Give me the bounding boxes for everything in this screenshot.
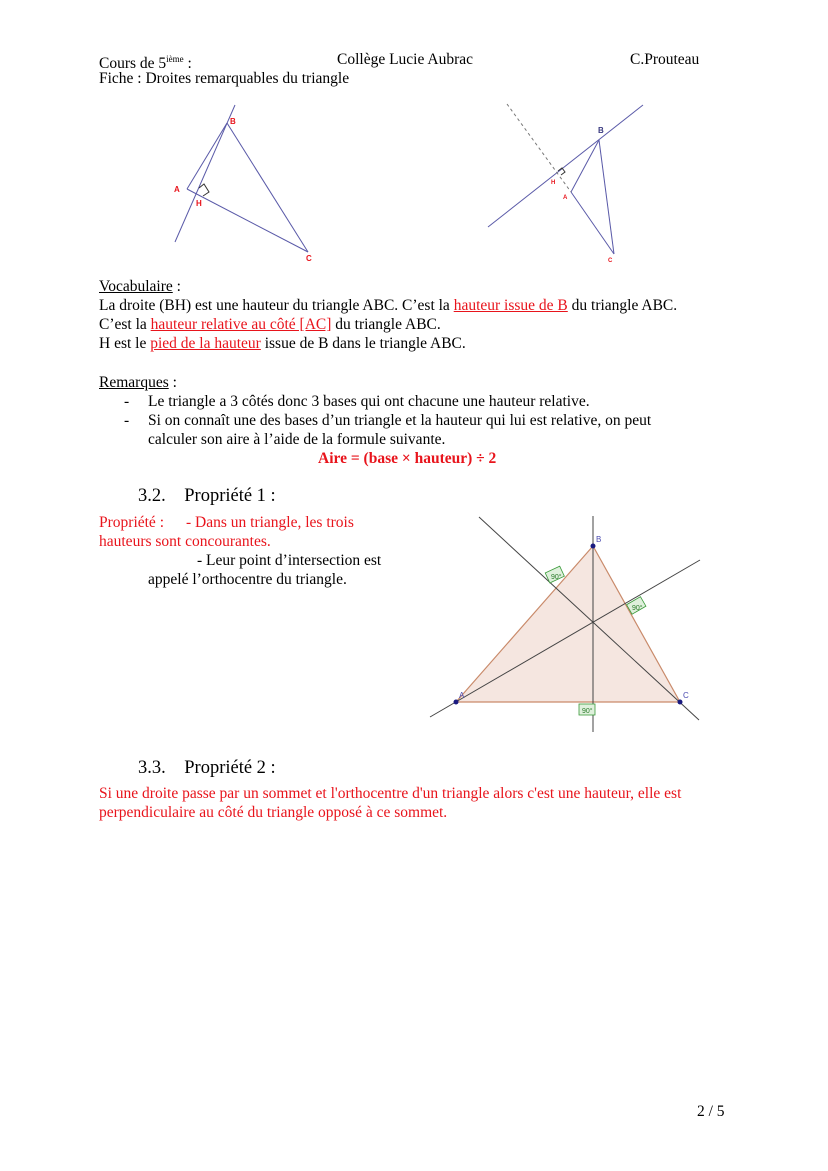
section-3-2-heading: 3.2. Propriété 1 : <box>138 486 276 506</box>
property-1-line-1: Propriété : - Dans un triangle, les trois <box>99 514 354 531</box>
figure-orthocentre <box>430 516 700 732</box>
figure-height-outside <box>488 104 643 254</box>
property-1-line-4: appelé l’orthocentre du triangle. <box>148 571 347 588</box>
vocab-line-3: H est le pied de la hauteur issue de B dans le triangle ABC. <box>99 335 466 352</box>
label-b3: B <box>596 535 602 544</box>
header-author: C.Prouteau <box>630 51 700 68</box>
property-2-line-1: Si une droite passe par un sommet et l'orthocentre d'un triangle alors c'est une hauteur, elle est <box>99 785 682 802</box>
label-b2: B <box>598 126 604 135</box>
label-h: H <box>196 199 202 208</box>
header-course: Cours de 5ième : <box>99 54 192 73</box>
vocab-heading: Vocabulaire : <box>99 278 181 295</box>
remarks-heading: Remarques : <box>99 374 177 391</box>
angle-90-3: 90° <box>582 708 593 715</box>
angle-90-1: 90° <box>551 574 562 581</box>
label-a: A <box>174 185 180 194</box>
vocab-line-1: La droite (BH) est une hauteur du triangle ABC. C’est la hauteur issue de B du triangle ABC. <box>99 297 678 314</box>
section-3-3-heading: 3.3. Propriété 2 : <box>138 758 276 778</box>
area-formula: Aire = (base × hauteur) ÷ 2 <box>318 450 497 467</box>
bullet: - <box>124 412 130 429</box>
remark-1: Le triangle a 3 côtés donc 3 bases qui ont chacune une hauteur relative. <box>148 393 590 410</box>
property-2-line-2: perpendiculaire au côté du triangle opposé à ce sommet. <box>99 804 448 821</box>
property-1-line-3: - Leur point d’intersection est <box>197 552 382 569</box>
label-h2: H <box>551 180 556 186</box>
figure-height-inside <box>175 105 308 252</box>
bullet: - <box>124 393 130 410</box>
vocab-line-2: C’est la hauteur relative au côté [AC] du triangle ABC. <box>99 316 441 333</box>
label-b: B <box>230 117 236 126</box>
label-c2: C <box>608 258 613 264</box>
remark-2-cont: calculer son aire à l’aide de la formule suivante. <box>148 431 446 448</box>
label-c: C <box>306 254 312 263</box>
sheet-title: Fiche : Droites remarquables du triangle <box>99 70 350 87</box>
label-a3: A <box>459 691 465 700</box>
remark-2: Si on connaît une des bases d’un triangle et la hauteur qui lui est relative, on peut <box>148 412 652 429</box>
property-1-line-2: hauteurs sont concourantes. <box>99 533 271 550</box>
label-c3: C <box>683 691 689 700</box>
angle-90-2: 90° <box>632 605 643 612</box>
label-a2: A <box>563 195 568 201</box>
header-school: Collège Lucie Aubrac <box>337 51 474 68</box>
page-number: 2 / 5 <box>697 1103 725 1120</box>
